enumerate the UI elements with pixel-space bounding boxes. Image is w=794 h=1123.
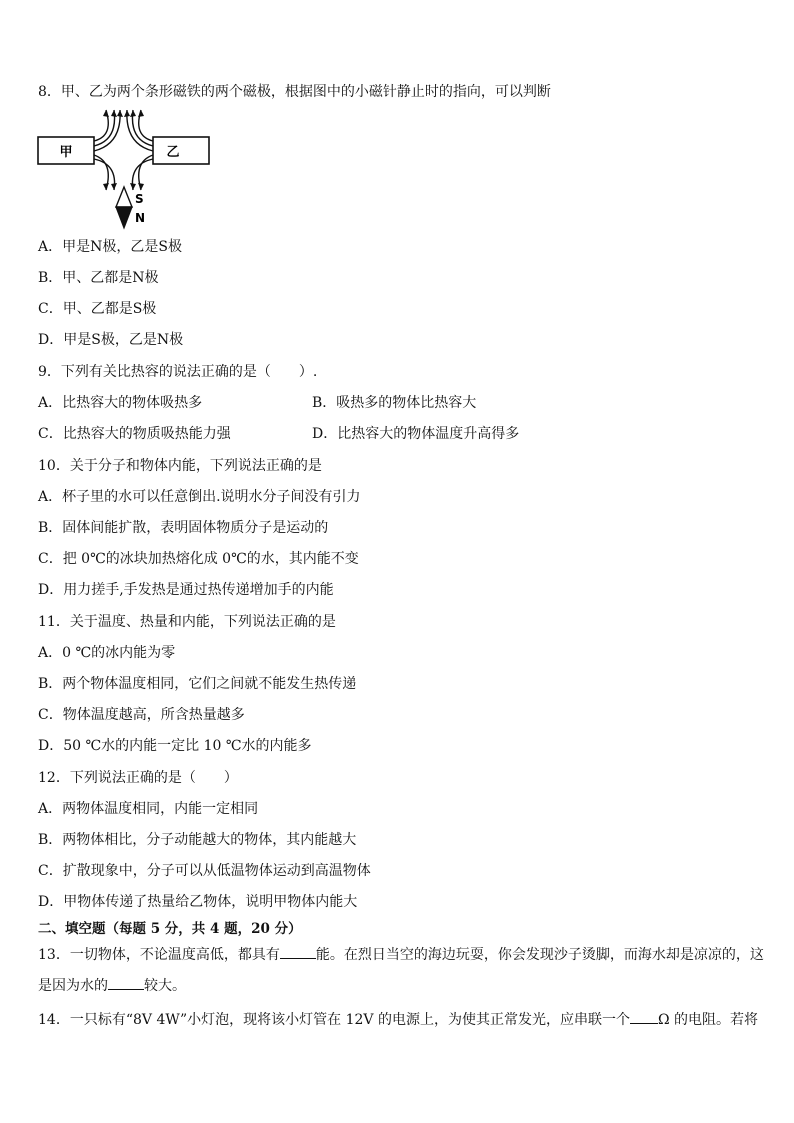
q10-option-a: A．杯子里的水可以任意倒出.说明水分子间没有引力 (38, 489, 361, 505)
q9-stem: 9．下列有关比热容的说法正确的是（ ）. (38, 364, 318, 380)
q13-text-1a: 13．一切物体，不论温度高低，都具有 (38, 947, 280, 963)
q10-option-c: C．把 0℃的冰块加热熔化成 0℃的水，其内能不变 (38, 551, 359, 567)
q13-blank-1 (280, 944, 316, 959)
q13-text-2b: 较大。 (144, 978, 186, 994)
needle-n-label: N (135, 211, 146, 225)
needle-s-label: S (135, 192, 144, 206)
q8-option-d: D．甲是S极，乙是N极 (38, 332, 184, 348)
right-magnet-label: 乙 (166, 145, 180, 160)
q10-stem: 10．关于分子和物体内能，下列说法正确的是 (38, 458, 322, 474)
q9-option-c: C．比热容大的物质吸热能力强 (38, 426, 231, 442)
field-arrows (103, 110, 144, 190)
q12-option-d: D．甲物体传递了热量给乙物体，说明甲物体内能大 (38, 894, 358, 910)
q9-option-b: B．吸热多的物体比热容大 (312, 395, 477, 411)
q8-stem: 8．甲、乙为两个条形磁铁的两个磁极，根据图中的小磁针静止时的指向，可以判断 (38, 84, 551, 100)
q9-option-d: D．比热容大的物体温度升高得多 (312, 426, 520, 442)
section-heading: 二、填空题（每题 5 分，共 4 题，20 分） (38, 921, 302, 937)
q11-option-d: D．50 ℃水的内能一定比 10 ℃水的内能多 (38, 738, 312, 754)
left-magnet-label: 甲 (59, 145, 73, 160)
q12-option-a: A．两物体温度相同，内能一定相同 (38, 801, 259, 817)
q13-line2 (38, 975, 186, 996)
right-magnet (153, 137, 209, 164)
q13-blank-2 (108, 975, 144, 990)
q14-text-a: 14．一只标有“8V 4W”小灯泡，现将该小灯管在 12V 的电源上，为使其正常发光，应串联一个 (38, 1012, 630, 1028)
q11-option-b: B．两个物体温度相同，它们之间就不能发生热传递 (38, 676, 357, 692)
q8-option-a: A．甲是N极，乙是S极 (38, 239, 182, 255)
q13-line1 (38, 944, 764, 965)
q10-option-d: D．用力搓手,手发热是通过热传递增加手的内能 (38, 582, 334, 598)
q12-stem: 12．下列说法正确的是（ ） (38, 770, 238, 786)
q11-option-c: C．物体温度越高，所含热量越多 (38, 707, 245, 723)
field-lines (94, 110, 153, 190)
q11-option-a: A．0 ℃的冰内能为零 (38, 645, 176, 661)
q9-option-a: A．比热容大的物体吸热多 (38, 395, 203, 411)
q14-text-b: Ω 的电阻。若将 (657, 1012, 759, 1028)
q8-option-b: B．甲、乙都是N极 (38, 270, 159, 286)
q10-option-b: B．固体间能扩散，表明固体物质分子是运动的 (38, 520, 329, 536)
q13-text-2a: 是因为水的 (38, 978, 108, 994)
needle-s-half (116, 187, 132, 207)
q12-option-c: C．扩散现象中，分子可以从低温物体运动到高温物体 (38, 863, 371, 879)
magnet-figure (36, 108, 211, 230)
q14-blank (630, 1009, 658, 1024)
q13-text-1b: 能。在烈日当空的海边玩耍，你会发现沙子烫脚，而海水却是凉凉的，这 (315, 947, 764, 963)
q14-line1 (38, 1009, 758, 1030)
q12-option-b: B．两物体相比，分子动能越大的物体，其内能越大 (38, 832, 357, 848)
q8-option-c: C．甲、乙都是S极 (38, 301, 157, 317)
needle-n-half (116, 207, 132, 228)
q11-stem: 11．关于温度、热量和内能，下列说法正确的是 (38, 614, 336, 630)
